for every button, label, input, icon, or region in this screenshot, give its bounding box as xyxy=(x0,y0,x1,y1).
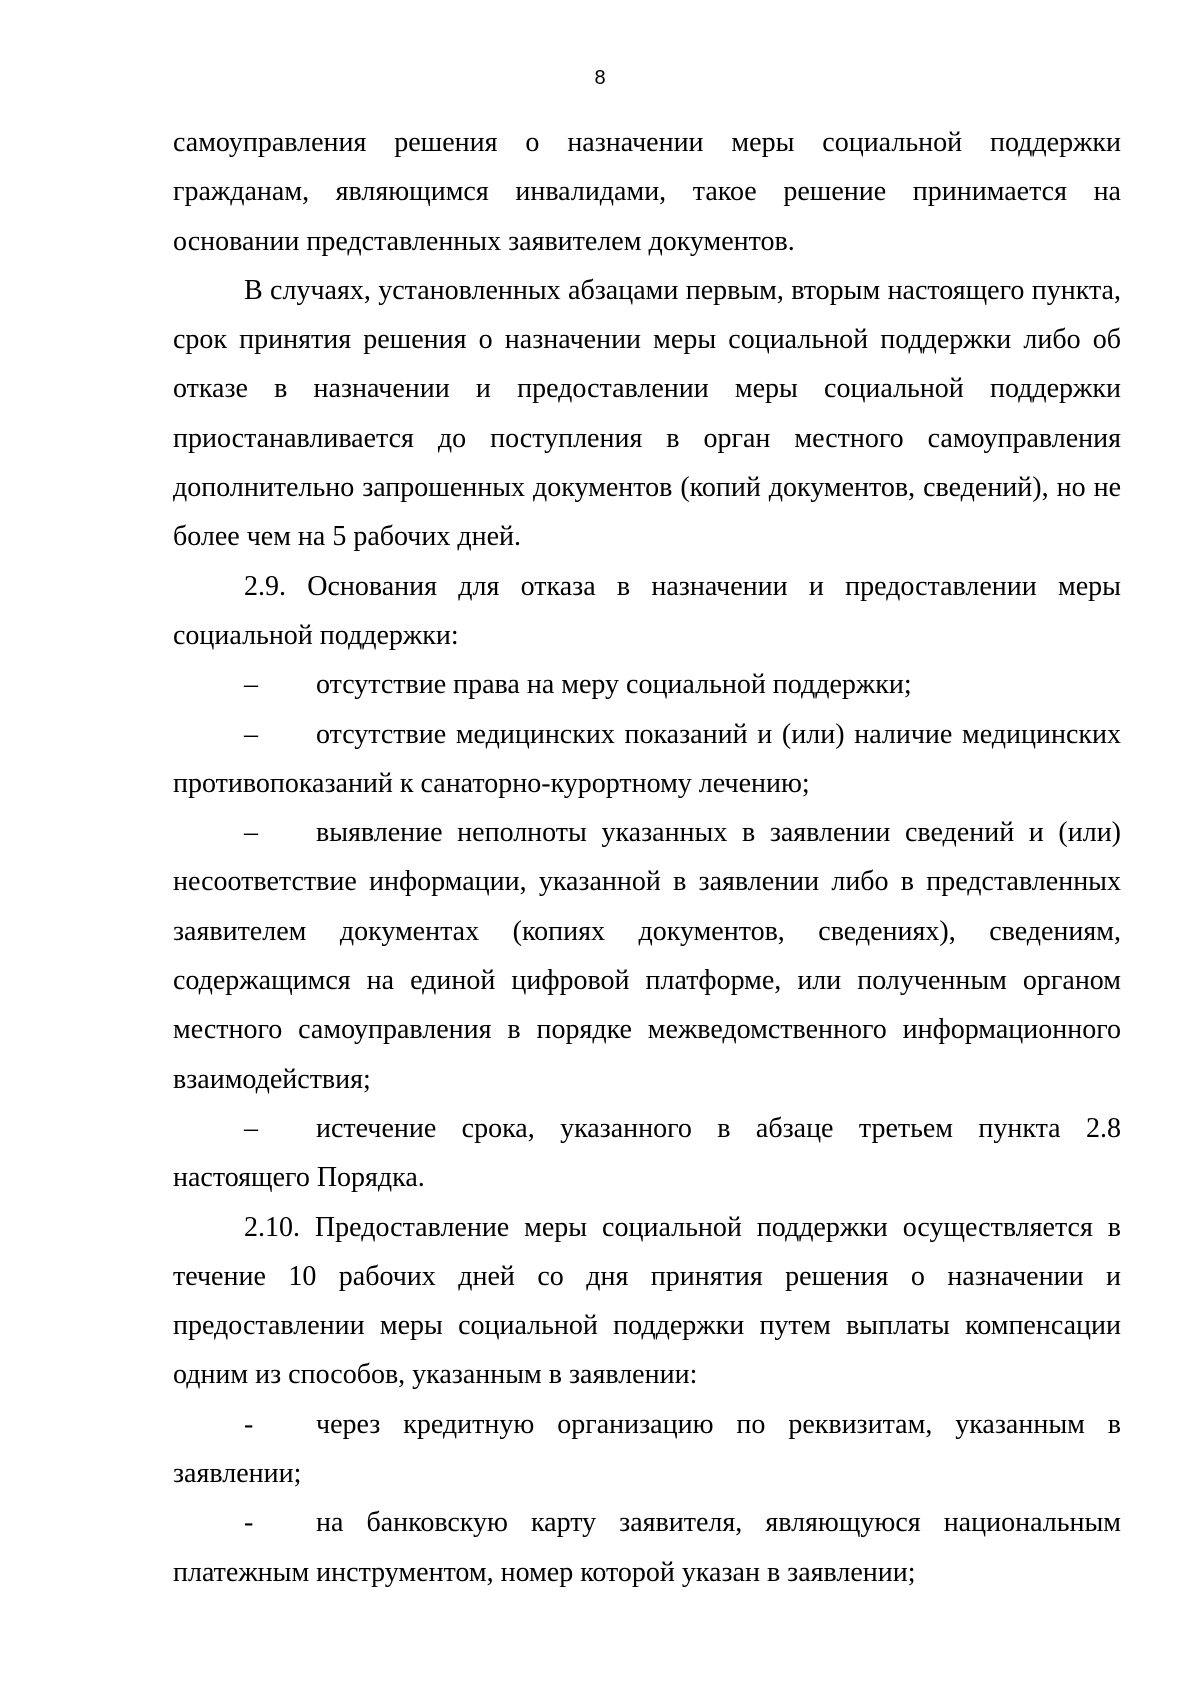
paragraph-2-10: 2.10. Предоставление меры социальной поддержки осуществляется в течение 10 рабочих дней со дня принятия решения о назначении и предоставлении меры социальной поддержки путем выплаты компенсации одним из способов, указанным в заявлении: xyxy=(173,1211,1121,1391)
document-body xyxy=(173,118,1121,1597)
paragraph-continuation: самоуправления решения о назначении меры социальной поддержки гражданам, являющимся инвалидами, такое решение принимается на основании представленных заявителем документов. xyxy=(173,127,1121,257)
list-item-text: отсутствие права на меру социальной поддержки; xyxy=(316,669,912,701)
paragraph-suspension: В случаях, установленных абзацами первым, вторым настоящего пункта, срок принятия решения о назначении меры социальной поддержки либо об отказе в назначении и предоставлении меры социальной поддержки приостанавливается до поступления в орган местного самоуправления дополнительно запрошенных документов (копий документов, сведений), но не более чем на 5 рабочих дней. xyxy=(173,274,1121,553)
list-item-medical xyxy=(173,710,1121,809)
list-marker: - xyxy=(244,1408,254,1440)
list-marker: – xyxy=(244,817,258,849)
list-marker: – xyxy=(244,718,258,750)
list-item-deadline xyxy=(173,1104,1121,1203)
list-item-incomplete-info xyxy=(173,808,1121,1104)
list-item-text: на банковскую карту заявителя, являющуюся национальным платежным инструментом, номер которой указан в заявлении; xyxy=(173,1507,1121,1588)
list-marker: - xyxy=(244,1507,254,1539)
list-marker: – xyxy=(244,669,258,701)
list-item-no-right xyxy=(173,660,1121,709)
list-item-bank-card xyxy=(173,1498,1121,1597)
list-item-text: отсутствие медицинских показаний и (или) наличие медицинских противопоказаний к санаторно-курортному лечению; xyxy=(173,718,1121,799)
page-number: 8 xyxy=(594,67,606,89)
list-marker: – xyxy=(244,1112,258,1144)
list-item-text: истечение срока, указанного в абзаце третьем пункта 2.8 настоящего Порядка. xyxy=(173,1112,1121,1194)
list-item-credit-org xyxy=(173,1400,1121,1499)
list-item-text: через кредитную организацию по реквизитам, указанным в заявлении; xyxy=(173,1408,1121,1490)
paragraph-2-9-heading: 2.9. Основания для отказа в назначении и предоставлении меры социальной поддержки: xyxy=(173,570,1121,651)
list-item-text: выявление неполноты указанных в заявлении сведений и (или) несоответствие информации, указанной в заявлении либо в представленных заявителем документах (копиях документов, сведениях), сведениям, содержащимся на единой цифровой платформе, или полученным органом местного самоуправления в порядке межведомственного информационного взаимодействия; xyxy=(173,817,1121,1095)
